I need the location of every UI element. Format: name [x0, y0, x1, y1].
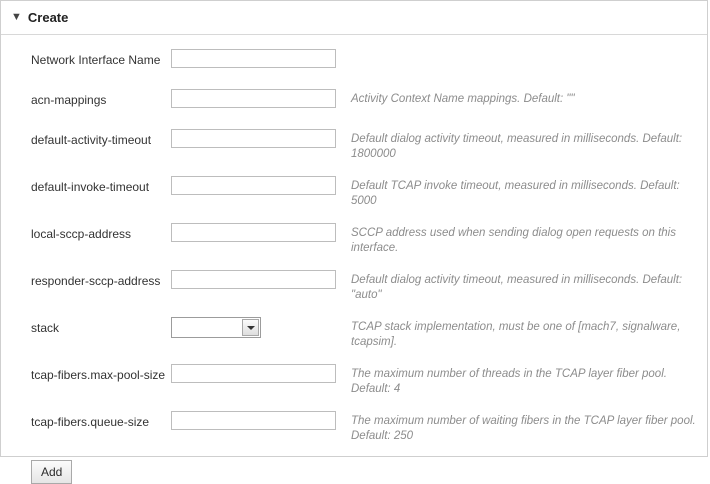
form-row-acn-mappings: [1, 89, 707, 115]
collapse-triangle-icon[interactable]: ▼: [11, 11, 22, 23]
field-local-sccp-address: [171, 223, 343, 242]
page-title: Create: [27, 10, 69, 25]
panel-header[interactable]: [1, 1, 707, 35]
field-default-activity-timeout: [171, 129, 343, 148]
add-button[interactable]: Add: [31, 460, 72, 484]
form-row-responder-sccp-address: [1, 270, 707, 303]
hint-responder-sccp-address: Default dialog activity timeout, measured in milliseconds. Default: "auto": [351, 274, 683, 301]
field-default-invoke-timeout: [171, 176, 343, 195]
form-row-local-sccp-address: [1, 223, 707, 256]
hint-default-activity-timeout: Default dialog activity timeout, measured in milliseconds. Default: 1800000: [351, 133, 683, 160]
create-form: [1, 35, 707, 484]
label-responder-sccp-address: responder-sccp-address: [31, 274, 161, 288]
field-stack: [171, 317, 343, 338]
field-acn-mappings: [171, 89, 343, 108]
hint-local-sccp-address: SCCP address used when sending dialog open requests on this interface.: [351, 227, 676, 254]
label-network-interface-name: Network Interface Name: [31, 53, 161, 67]
hint-tcap-fibers-queue-size: The maximum number of waiting fibers in the TCAP layer fiber pool. Default: 250: [351, 415, 696, 442]
tcap-fibers-max-pool-size-input[interactable]: [171, 364, 336, 383]
field-responder-sccp-address: [171, 270, 343, 289]
form-row-stack: [1, 317, 707, 350]
form-row-network-interface-name: [1, 49, 707, 75]
form-row-tcap-fibers-queue-size: [1, 411, 707, 444]
label-default-invoke-timeout: default-invoke-timeout: [31, 180, 150, 194]
hint-tcap-fibers-max-pool-size: The maximum number of threads in the TCAP layer fiber pool. Default: 4: [351, 368, 667, 395]
responder-sccp-address-input[interactable]: [171, 270, 336, 289]
form-row-default-invoke-timeout: [1, 176, 707, 209]
hint-default-invoke-timeout: Default TCAP invoke timeout, measured in milliseconds. Default: 5000: [351, 180, 680, 207]
field-network-interface-name: [171, 49, 343, 68]
field-tcap-fibers-queue-size: [171, 411, 343, 430]
label-tcap-fibers-queue-size: tcap-fibers.queue-size: [31, 415, 150, 429]
form-actions: [1, 458, 707, 484]
label-stack: stack: [31, 321, 60, 335]
label-acn-mappings: acn-mappings: [31, 93, 107, 107]
form-row-tcap-fibers-max-pool-size: [1, 364, 707, 397]
acn-mappings-input[interactable]: [171, 89, 336, 108]
hint-network-interface-name: [343, 49, 707, 52]
tcap-fibers-queue-size-input[interactable]: [171, 411, 336, 430]
default-activity-timeout-input[interactable]: [171, 129, 336, 148]
local-sccp-address-input[interactable]: [171, 223, 336, 242]
hint-stack: TCAP stack implementation, must be one of [mach7, signalware, tcapsim].: [351, 321, 681, 348]
stack-select[interactable]: [171, 317, 261, 338]
label-default-activity-timeout: default-activity-timeout: [31, 133, 152, 147]
chevron-down-icon[interactable]: [242, 319, 259, 336]
network-interface-name-input[interactable]: [171, 49, 336, 68]
form-row-default-activity-timeout: [1, 129, 707, 162]
label-local-sccp-address: local-sccp-address: [31, 227, 132, 241]
field-tcap-fibers-max-pool-size: [171, 364, 343, 383]
default-invoke-timeout-input[interactable]: [171, 176, 336, 195]
label-tcap-fibers-max-pool-size: tcap-fibers.max-pool-size: [31, 368, 166, 382]
hint-acn-mappings: Activity Context Name mappings. Default: "": [351, 93, 575, 105]
